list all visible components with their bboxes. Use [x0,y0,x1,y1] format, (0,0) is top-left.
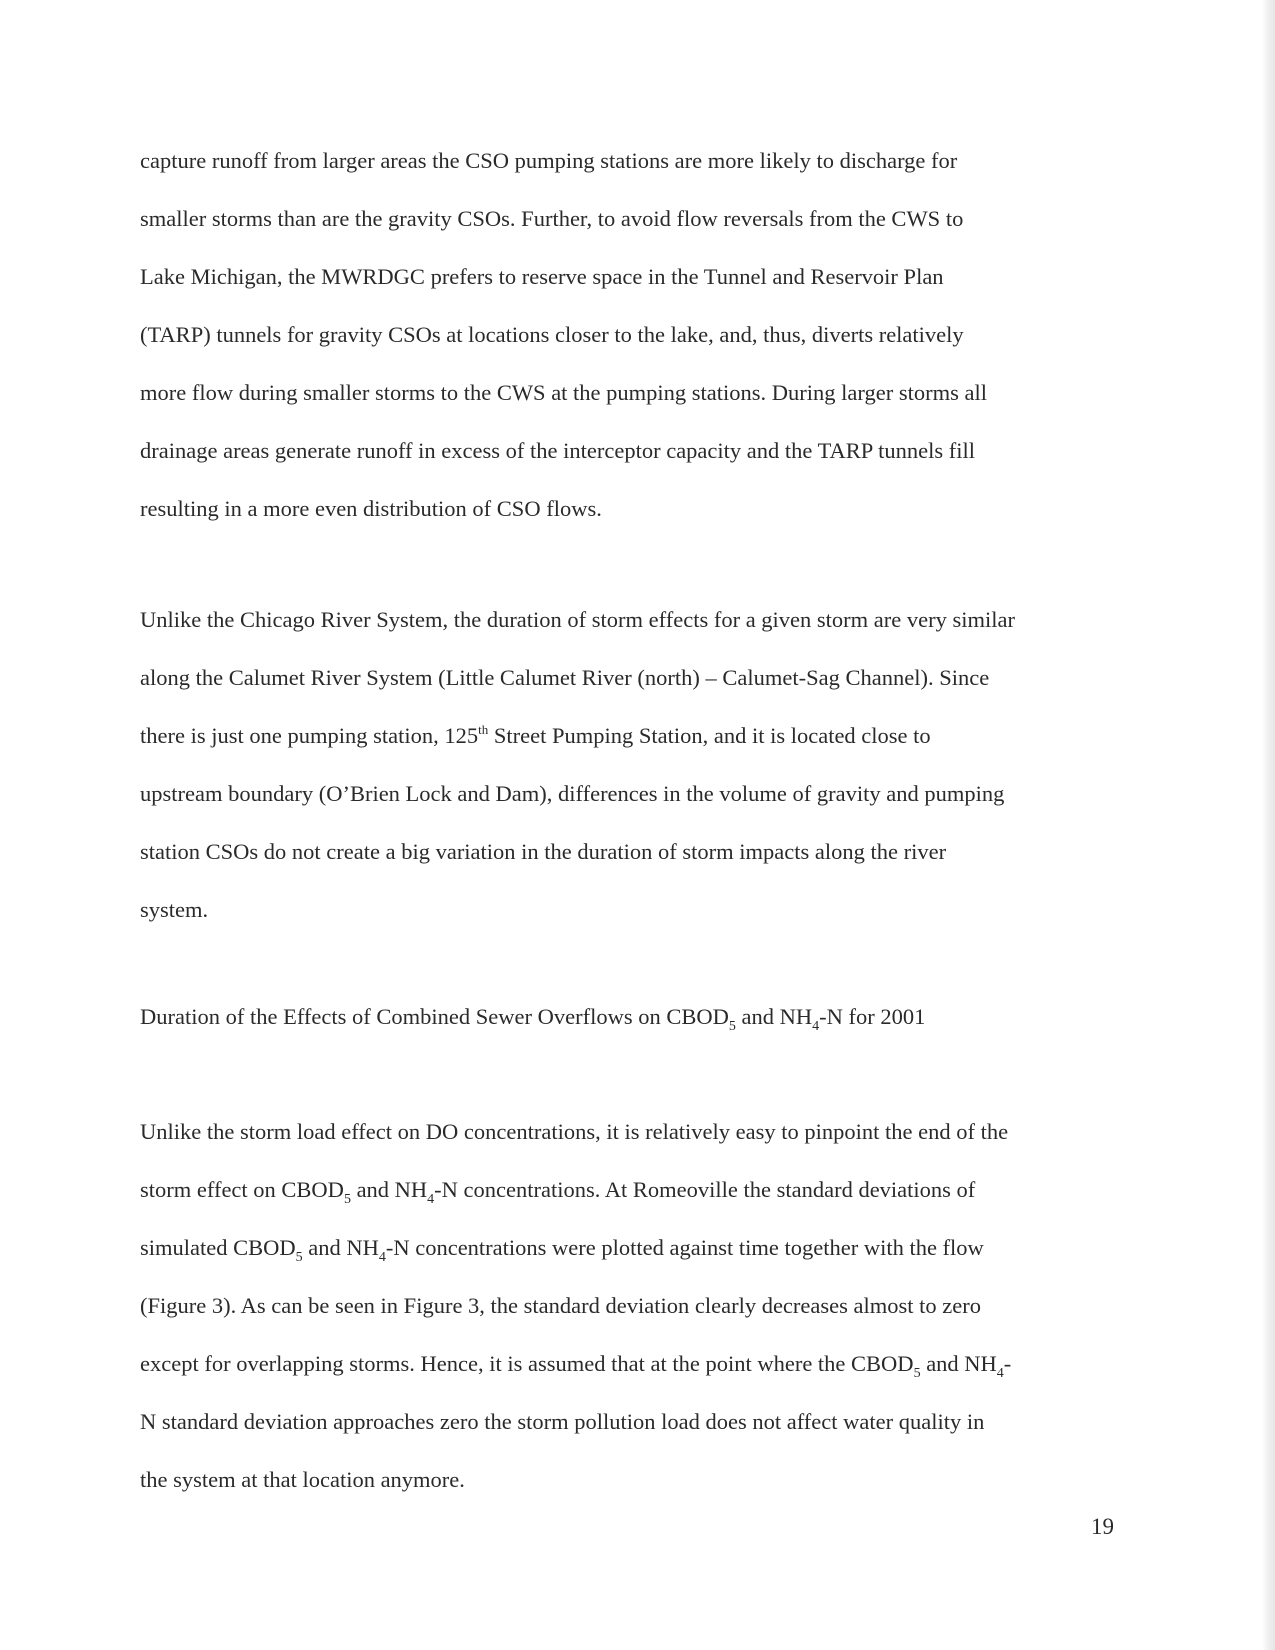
text-line [140,1335,1130,1393]
subscript: 5 [728,1019,736,1034]
superscript: th [478,722,489,737]
paragraph-storm-effect [140,1103,1130,1509]
text-segment: and NH [350,1177,428,1202]
section-heading [140,988,1130,1046]
text-line: drainage areas generate runoff in excess of the interceptor capacity and the TARP tunnels fill [140,438,975,463]
text-segment: -N concentrations were plotted against time together with the flow [385,1235,984,1260]
text-line: (TARP) tunnels for gravity CSOs at locations closer to the lake, and, thus, diverts relatively [140,322,964,347]
text-line: Unlike the Chicago River System, the duration of storm effects for a given storm are very similar [140,607,1015,632]
text-segment: -N for 2001 [819,1004,926,1029]
text-segment: Duration of the Effects of Combined Sewer Overflows on CBOD [140,1004,729,1029]
text-line: the system at that location anymore. [140,1467,465,1492]
subscript: 5 [913,1366,921,1381]
paragraph-calumet-river [140,591,1130,939]
text-line [140,1161,1130,1219]
text-line: smaller storms than are the gravity CSOs. Further, to avoid flow reversals from the CWS to [140,206,964,231]
subscript: 5 [295,1250,303,1265]
subscript: 4 [378,1250,386,1265]
heading-line [140,988,1130,1046]
text-line: Lake Michigan, the MWRDGC prefers to reserve space in the Tunnel and Reservoir Plan [140,264,944,289]
text-segment: storm effect on CBOD [140,1177,344,1202]
text-line: upstream boundary (O’Brien Lock and Dam), differences in the volume of gravity and pumping [140,781,1005,806]
paragraph-cso-pumping [140,132,1130,538]
text-line: (Figure 3). As can be seen in Figure 3, the standard deviation clearly decreases almost to zero [140,1293,981,1318]
page-number: 19 [1091,1514,1114,1539]
text-line: more flow during smaller storms to the CWS at the pumping stations. During larger storms all [140,380,987,405]
text-segment: and NH [302,1235,379,1260]
subscript: 4 [812,1019,820,1034]
text-segment: and NH [735,1004,813,1029]
text-segment: there is just one pumping station, 125 [140,723,479,748]
subscript: 5 [343,1192,351,1207]
page-edge-shadow [1262,0,1275,1650]
text-line: station CSOs do not create a big variation in the duration of storm impacts along the river [140,839,947,864]
text-segment: and NH [920,1351,997,1376]
text-line: along the Calumet River System (Little Calumet River (north) – Calumet-Sag Channel). Since [140,665,990,690]
text-line: N standard deviation approaches zero the storm pollution load does not affect water quality in [140,1409,985,1434]
text-line: system. [140,897,209,922]
text-segment: - [1003,1351,1012,1376]
text-line: capture runoff from larger areas the CSO pumping stations are more likely to discharge for [140,148,958,173]
text-segment: Street Pumping Station, and it is located close to [488,723,931,748]
text-segment: simulated CBOD [140,1235,296,1260]
text-line: resulting in a more even distribution of CSO flows. [140,496,602,521]
text-line [140,1219,1130,1277]
subscript: 4 [427,1192,435,1207]
subscript: 4 [996,1366,1004,1381]
text-line: Unlike the storm load effect on DO concentrations, it is relatively easy to pinpoint the end of the [140,1119,1009,1144]
text-line [140,707,1130,765]
text-segment: -N concentrations. At Romeoville the standard deviations of [434,1177,976,1202]
text-segment: except for overlapping storms. Hence, it is assumed that at the point where the CBOD [140,1351,914,1376]
